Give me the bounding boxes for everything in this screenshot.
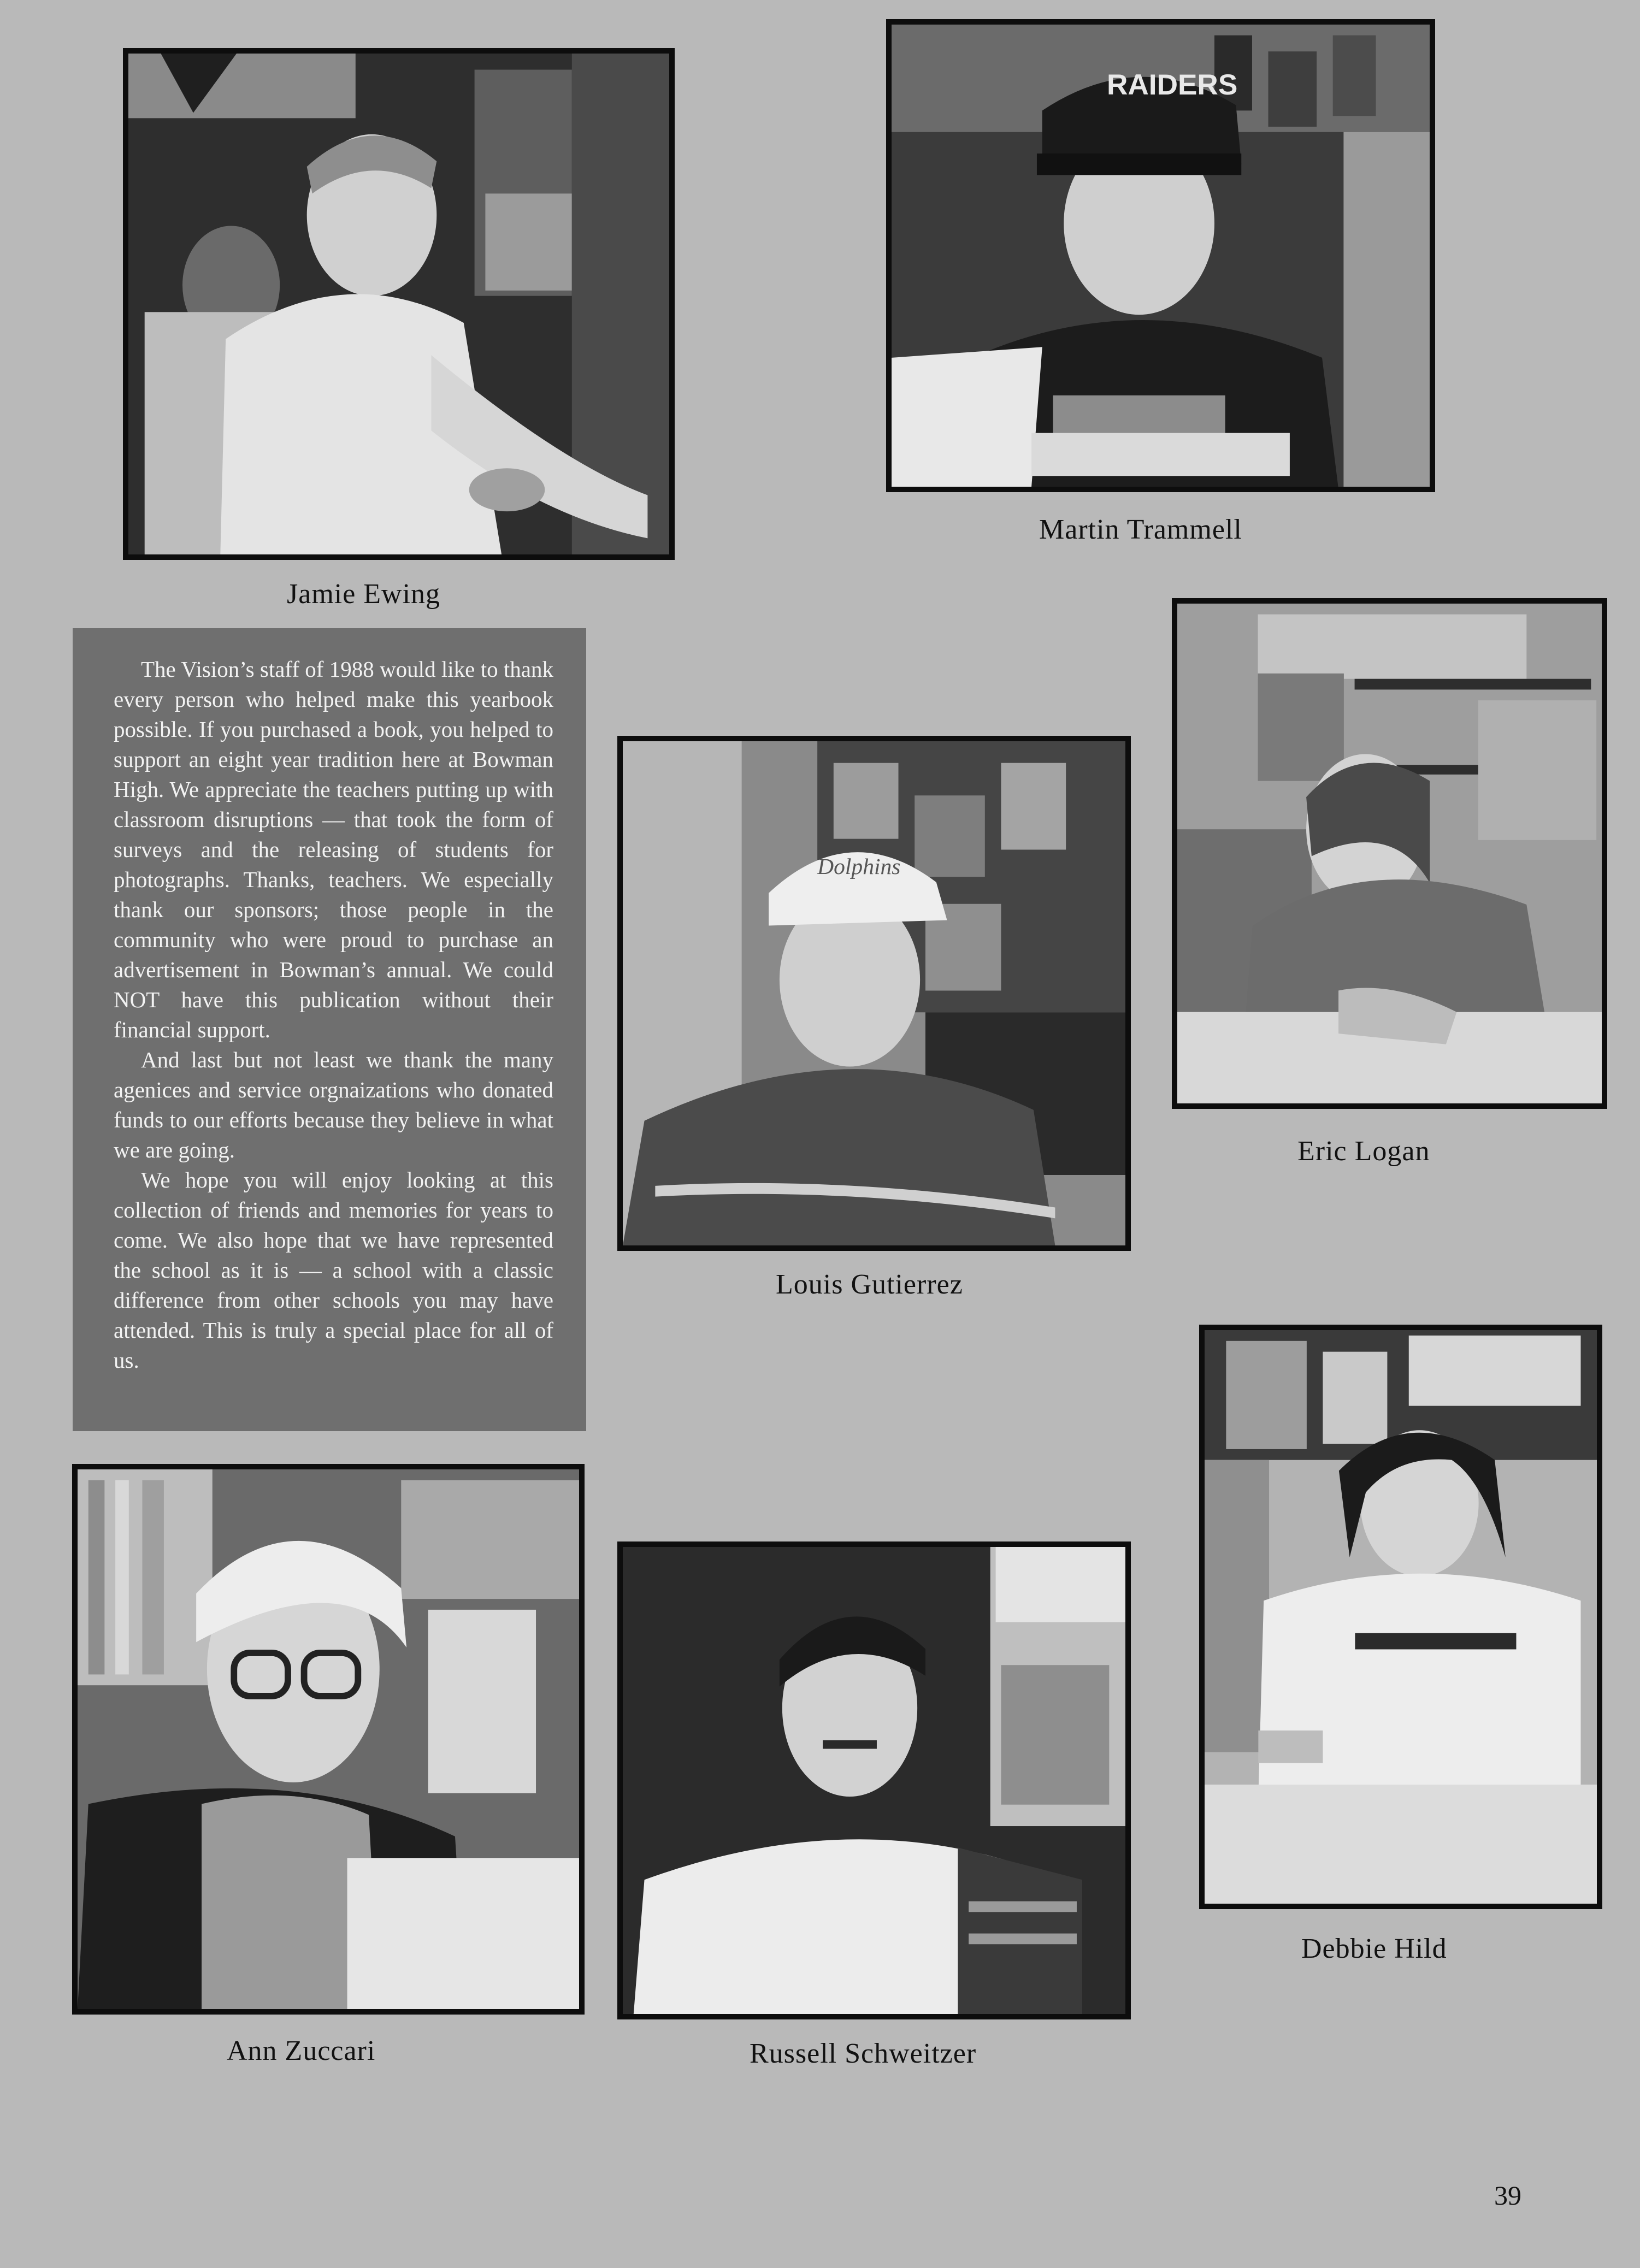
- photo-jamie-ewing-image: [128, 54, 669, 554]
- page-number: 39: [1494, 2180, 1521, 2211]
- cap-logo-text: RAIDERS: [1107, 68, 1238, 101]
- photo-russell-schweitzer: [617, 1541, 1131, 2019]
- message-paragraph: And last but not least we thank the many agenices and service orgnaizations who donated funds to our efforts because they believe in what we are going.: [114, 1047, 553, 1162]
- photo-martin-trammell-image: [892, 25, 1430, 487]
- photo-louis-gutierrez: [617, 736, 1131, 1251]
- caption-eric-logan: Eric Logan: [1297, 1136, 1430, 1167]
- photo-debbie-hild: [1199, 1325, 1602, 1909]
- photo-russell-schweitzer-image: [623, 1547, 1125, 2014]
- photo-debbie-hild-image: [1205, 1330, 1597, 1904]
- caption-debbie-hild: Debbie Hild: [1301, 1933, 1447, 1964]
- caption-russell-schweitzer: Russell Schweitzer: [750, 2038, 977, 2069]
- photo-jamie-ewing: [123, 48, 675, 560]
- message-paragraph: We hope you will enjoy looking at this collection of friends and memories for years to come. We also hope that we have represented the school as it is — a school with a classic difference from other schools you may have attended. This is truly a special place for all of us.: [114, 1167, 553, 1373]
- photo-louis-gutierrez-image: [623, 741, 1125, 1245]
- caption-jamie-ewing: Jamie Ewing: [287, 578, 441, 610]
- caption-louis-gutierrez: Louis Gutierrez: [776, 1269, 963, 1300]
- cap-logo-text: Dolphins: [817, 854, 901, 880]
- photo-eric-logan-image: [1177, 604, 1602, 1103]
- photo-ann-zuccari-image: [78, 1469, 579, 2009]
- thank-you-message: [73, 628, 586, 1431]
- photo-ann-zuccari: [72, 1464, 585, 2015]
- photo-eric-logan: [1172, 598, 1607, 1109]
- message-paragraph: The Vision’s staff of 1988 would like to thank every person who helped make this yearbook possible. If you purchased a book, you helped to support an eight year tradition here at Bowman High. We appreciate the teachers putting up with classroom disruptions — that took the form of surveys and the releasing of students for photographs. Thanks, teachers. We especially thank our sponsors; those people in the community who were proud to purchase an advertisement in Bowman’s annual. We could NOT have this publication without their financial support.: [114, 657, 553, 1042]
- caption-martin-trammell: Martin Trammell: [1039, 514, 1242, 545]
- caption-ann-zuccari: Ann Zuccari: [227, 2035, 376, 2066]
- photo-martin-trammell: [886, 19, 1435, 492]
